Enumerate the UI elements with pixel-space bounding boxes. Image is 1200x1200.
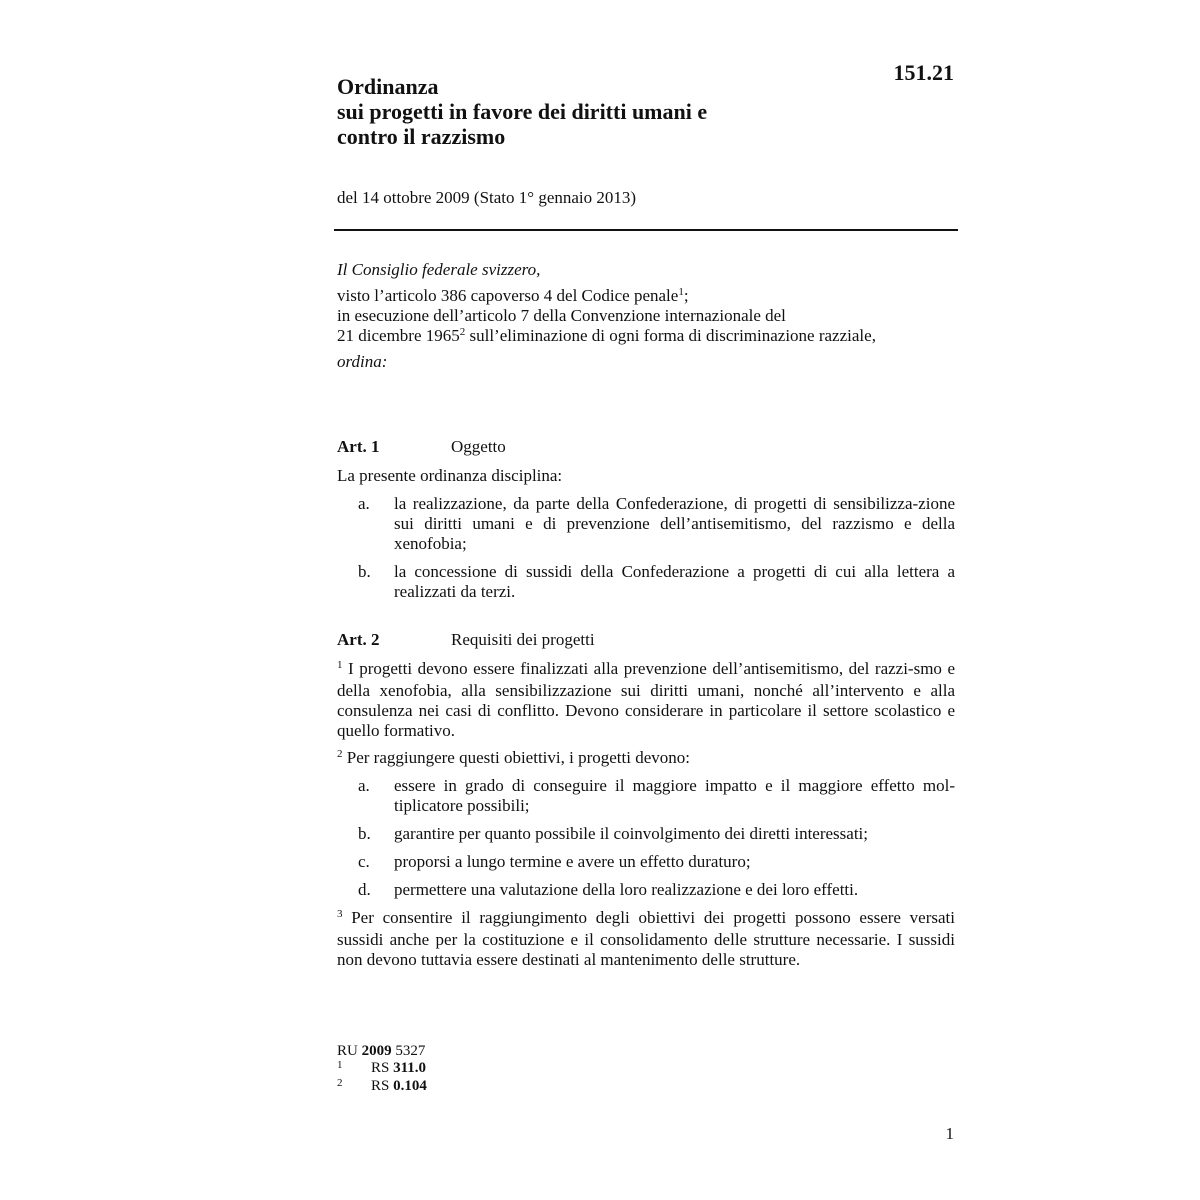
art2-paragraph-2-text: Per raggiungere questi obiettivi, i progetti devono:	[342, 748, 690, 767]
footnote-2-link[interactable]: 0.104	[393, 1078, 427, 1094]
art2-item-b	[337, 824, 955, 844]
page-number: 1	[945, 1124, 954, 1143]
footnote-ref-1[interactable]: 1	[678, 286, 684, 298]
footnote-2-index: 2	[337, 1077, 343, 1089]
art2-number: Art. 2	[337, 630, 380, 649]
art1-item-a	[337, 494, 955, 554]
ru-page: 5327	[391, 1043, 426, 1059]
preamble-line-1-text: visto l’articolo 386 capoverso 4 del Codice penale	[337, 286, 679, 305]
art2-paragraph-2-num: 2	[337, 748, 343, 760]
footnote-2	[337, 1078, 427, 1096]
art2-paragraph-3-text: Per consentire il raggiungimento degli obiettivi dei progetti possono essere versati sussidi anche per la costituzione e il consolidamento delle strutture necessarie. I sussidi non devono tuttavia essere destinati al mantenimento delle strutture.	[337, 908, 955, 969]
art2-item-b-text: garantire per quanto possibile il coinvolgimento dei diretti interessati;	[394, 824, 868, 843]
art2-paragraph-1-num: 1	[337, 659, 343, 671]
art2-heading	[337, 630, 595, 650]
footnote-2-prefix: RS	[371, 1078, 394, 1094]
document-title	[337, 74, 897, 149]
art2-item-a-text: essere in grado di conseguire il maggiore impatto e il maggiore effetto mol-tiplicatore possibili;	[394, 776, 955, 815]
art2-item-d-mark: d.	[358, 880, 371, 899]
art1-title: Oggetto	[451, 437, 506, 456]
art2-title: Requisiti dei progetti	[451, 630, 595, 649]
header-rule	[334, 229, 958, 231]
footnote-1-link[interactable]: 311.0	[393, 1060, 427, 1076]
preamble-authority: Il Consiglio federale svizzero,	[337, 260, 541, 279]
ru-prefix: RU	[337, 1043, 362, 1059]
art2-paragraph-3-num: 3	[337, 908, 343, 920]
art2-item-b-mark: b.	[358, 824, 371, 843]
art2-item-d-text: permettere una valutazione della loro realizzazione e dei loro effetti.	[394, 880, 859, 899]
art2-item-c	[337, 852, 955, 872]
art2-item-a-mark: a.	[358, 776, 370, 795]
footnote-1-prefix: RS	[371, 1060, 394, 1076]
art2-paragraph-2	[337, 748, 955, 770]
art2-item-c-text: proporsi a lungo termine e avere un effetto duraturo;	[394, 852, 751, 871]
document-number: 151.21	[893, 60, 954, 85]
art1-number: Art. 1	[337, 437, 380, 456]
date-line: del 14 ottobre 2009 (Stato 1° gennaio 2013)	[337, 188, 637, 207]
art1-heading	[337, 437, 506, 457]
preamble-ordina: ordina:	[337, 352, 388, 371]
art2-item-c-mark: c.	[358, 852, 370, 871]
art2-paragraph-1-text: I progetti devono essere finalizzati alla prevenzione dell’antisemitismo, del razzi-smo e della xenofobia, alla sensibilizzazione sui diritti umani, nonché all’intervento e alla consulenza nei casi di conflitto. Devono considerare in particolare il settore scolastico e quello formativo.	[337, 659, 955, 740]
preamble-line-2: in esecuzione dell’articolo 7 della Convenzione internazionale del	[337, 306, 786, 325]
art2-paragraph-1	[337, 659, 955, 741]
title-line-2: sui progetti in favore dei diritti umani e	[337, 99, 708, 124]
footnote-1-index: 1	[337, 1059, 343, 1071]
footnotes	[337, 1043, 427, 1096]
title-line-3: contro il razzismo	[337, 124, 506, 149]
art1-item-b	[337, 562, 955, 602]
preamble-line-3-text: 21 dicembre 1965	[337, 326, 460, 345]
art1-intro: La presente ordinanza disciplina:	[337, 466, 563, 485]
preamble-line-1	[337, 286, 689, 308]
preamble-line-1-end: ;	[683, 286, 689, 305]
art1-item-b-mark: b.	[358, 562, 371, 581]
art2-item-d	[337, 880, 955, 900]
preamble-line-3	[337, 326, 876, 348]
footnote-ref-2[interactable]: 2	[459, 326, 466, 338]
art2-item-a	[337, 776, 955, 816]
preamble-line-3-end: sull’eliminazione di ogni forma di discriminazione razziale,	[465, 326, 876, 345]
art1-item-b-text: la concessione di sussidi della Confederazione a progetti di cui alla lettera a realizzati da terzi.	[394, 562, 955, 601]
art1-item-a-text: la realizzazione, da parte della Confederazione, di progetti di sensibilizza-zione sui diritti umani e di prevenzione dell’antisemitismo, del razzismo e della xenofobia;	[394, 494, 955, 553]
art2-paragraph-3	[337, 908, 955, 970]
ru-year: 2009	[361, 1043, 392, 1059]
art1-item-a-mark: a.	[358, 494, 370, 513]
title-line-1: Ordinanza	[337, 74, 439, 99]
